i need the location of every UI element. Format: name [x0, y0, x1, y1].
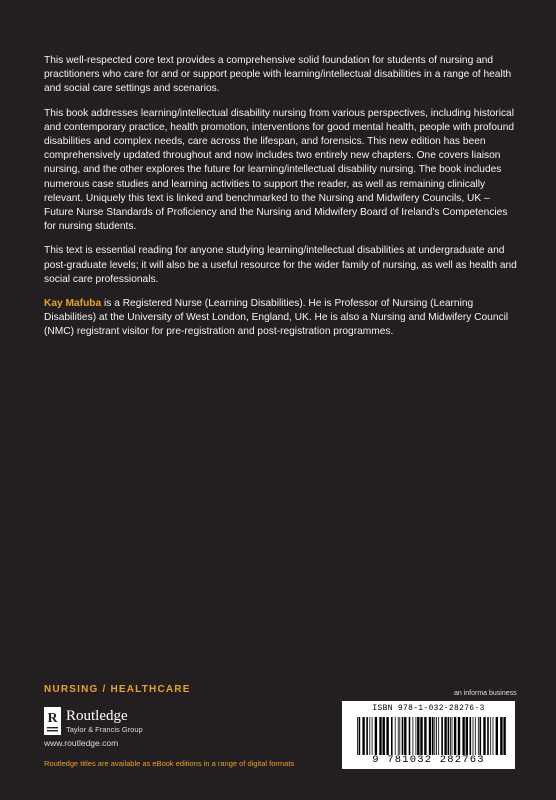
barcode-bar	[496, 717, 498, 755]
barcode-bar	[404, 717, 406, 755]
barcode-digits: 9 781032 282763	[372, 754, 485, 766]
barcode-bar	[429, 717, 431, 755]
barcode-bar	[434, 717, 435, 755]
barcode-bar	[402, 717, 404, 755]
barcode-bar	[398, 717, 399, 755]
barcode-bar	[441, 717, 443, 755]
barcode	[342, 701, 515, 769]
barcode-bar	[362, 717, 364, 755]
barcode-bar	[436, 717, 437, 755]
barcode-bar	[438, 717, 439, 755]
blurb-paragraph-3: This text is essential reading for anyone studying learning/intellectual disabilities at undergraduate and post-graduate levels; it will also be a useful resource for the wider family of nursing, as well as health and social care professionals.	[44, 245, 517, 285]
subject-category: NURSING / HEALTHCARE	[44, 684, 191, 695]
barcode-bar	[478, 717, 479, 755]
barcode-bar	[454, 717, 456, 755]
blurb-paragraph-2: This book addresses learning/intellectual disability nursing from various perspectives, including historical and contemporary practice, health promotion, interventions for good mental health, people with profound disabilities and complex needs, care across the lifespan, and forensics. This new edition has been comprehensively updated throughout and now includes two entirely new chapters. One covers liaison nursing, and the other explores the future for learning/intellectual disability nursing. The book includes numerous case studies and learning activities to support the reader, as well as remaining clinically relevant. Uniquely this text is linked and benchmarked to the Nursing and Midwifery Councils, UK – Future Nurse Standards of Proficiency and the Nursing and Midwifery Board of Ireland's Competencies for nursing students.	[44, 107, 515, 233]
barcode-bar	[372, 717, 373, 755]
barcode-bar	[493, 717, 494, 755]
barcode-bar	[391, 717, 393, 755]
publisher-logo	[44, 707, 284, 735]
barcode-bar	[420, 717, 422, 755]
blurb-paragraph-1: This well-respected core text provides a comprehensive solid foundation for students of nursing and practitioners who care for and or support people with learning/intellectual disabilities in a range of health and social care settings and scenarios.	[44, 55, 512, 95]
barcode-bar	[416, 717, 417, 755]
barcode-bars	[357, 717, 507, 755]
informa-tagline: an informa business	[454, 690, 517, 697]
barcode-bar	[483, 717, 485, 755]
barcode-bar	[475, 717, 476, 755]
isbn-text: ISBN 978-1-032-28276-3	[372, 704, 485, 713]
barcode-bar	[473, 717, 474, 755]
barcode-bar	[500, 717, 502, 755]
barcode-bar	[395, 717, 396, 755]
publisher-website: www.routledge.com	[44, 738, 119, 748]
routledge-r-icon	[44, 707, 61, 735]
barcode-bar	[462, 717, 464, 755]
barcode-bar	[366, 717, 368, 755]
barcode-bar	[413, 717, 414, 755]
author-bio	[44, 297, 520, 340]
back-cover-blurb	[44, 54, 520, 350]
publisher-group: Taylor & Francis Group	[66, 725, 143, 734]
barcode-bar	[503, 717, 505, 755]
barcode-bar	[480, 717, 482, 755]
barcode-bar	[450, 717, 451, 755]
barcode-bar	[369, 717, 370, 755]
author-bio-text: is a Registered Nurse (Learning Disabilities). He is Professor of Nursing (Learning Disabilities) at the University of West London, England, UK. He is also a Nursing and Midwifery Council (NMC) registrant visitor for pre-registration and post-registration programmes.	[44, 298, 509, 338]
barcode-bar	[452, 717, 453, 755]
barcode-bar	[359, 717, 361, 755]
publisher-name: Routledge	[66, 708, 128, 724]
barcode-bar	[458, 717, 460, 755]
barcode-bar	[448, 717, 450, 755]
barcode-bar	[383, 717, 385, 755]
barcode-bar	[386, 717, 388, 755]
svg-text:R: R	[47, 711, 58, 726]
barcode-bar	[417, 717, 419, 755]
barcode-bar	[490, 717, 491, 755]
barcode-bar	[470, 717, 472, 755]
barcode-bar	[379, 717, 381, 755]
barcode-bar	[444, 717, 446, 755]
barcode-bar	[357, 717, 358, 755]
barcode-bar	[375, 717, 377, 755]
barcode-bar	[424, 717, 426, 755]
barcode-bar	[409, 717, 411, 755]
author-name: Kay Mafuba	[44, 298, 102, 310]
barcode-bar	[432, 717, 434, 755]
barcode-bar	[487, 717, 489, 755]
barcode-bar	[399, 717, 400, 755]
ebook-note: Routledge titles are available as eBook editions in a range of digital formats	[44, 759, 295, 768]
barcode-bar	[466, 717, 468, 755]
